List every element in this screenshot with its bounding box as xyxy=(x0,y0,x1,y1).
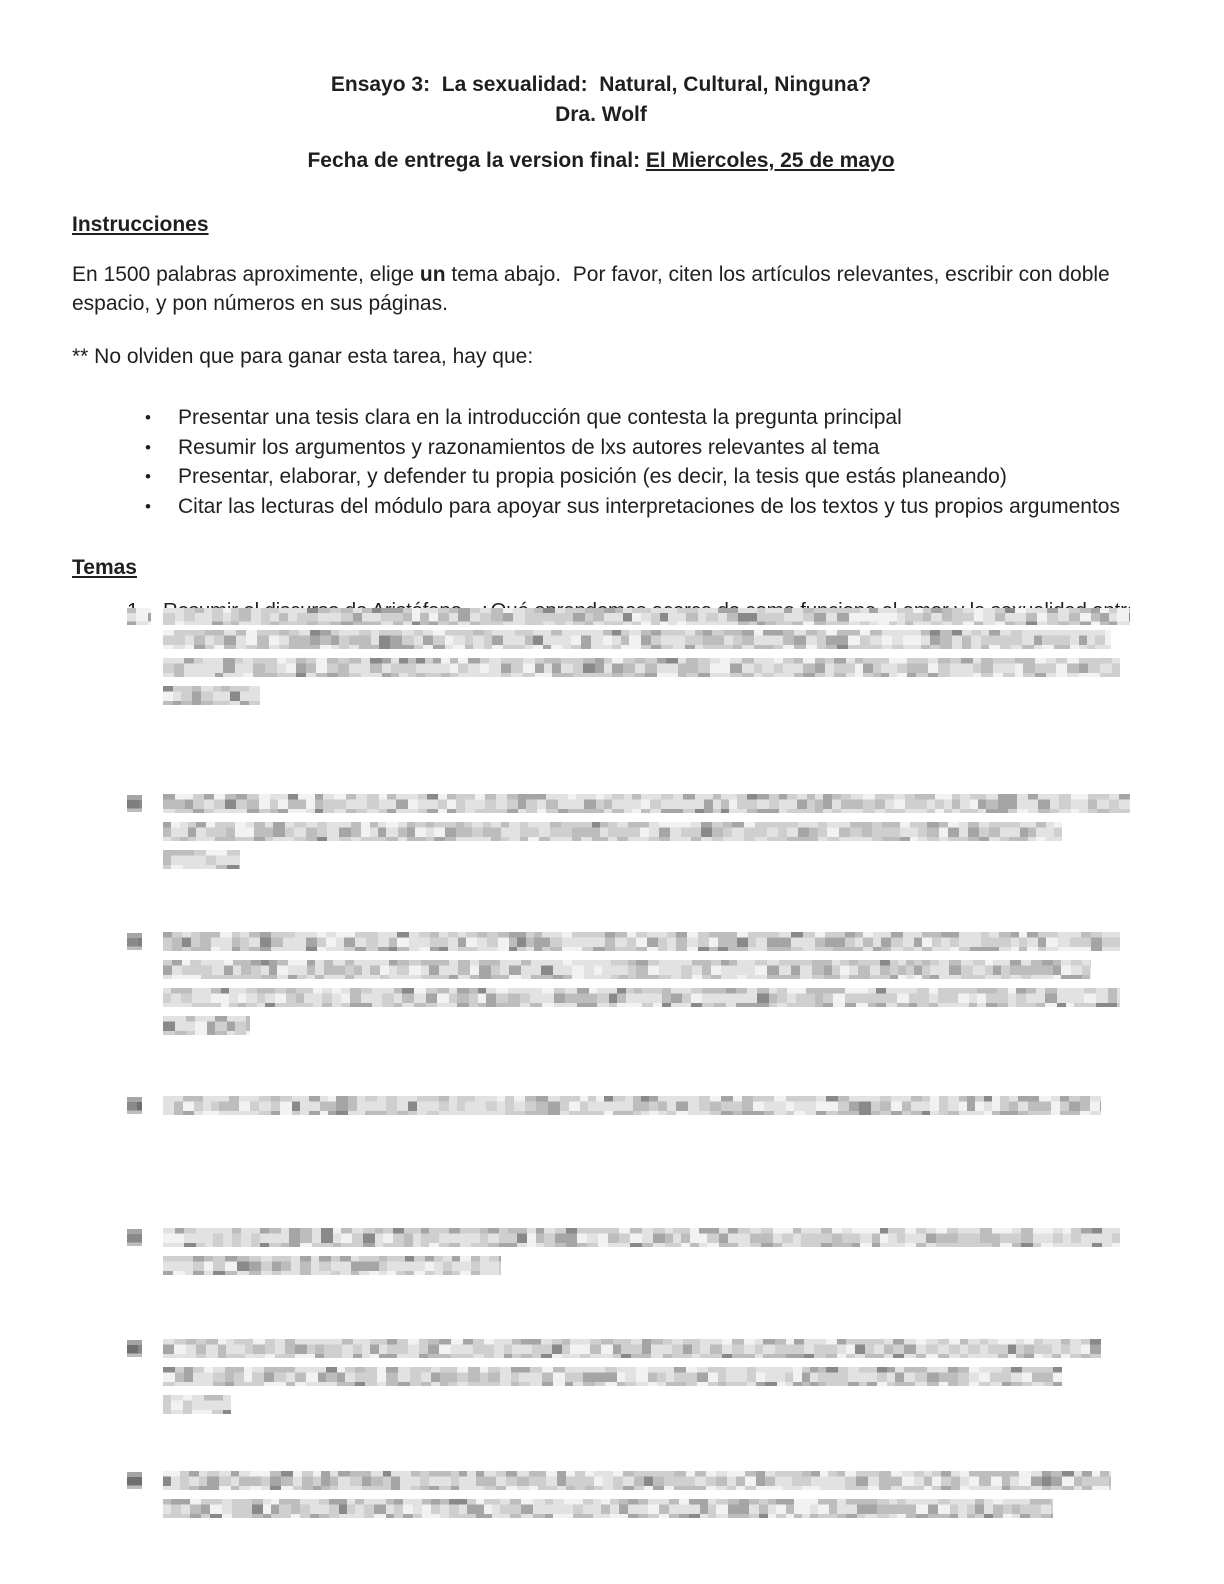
tema-number xyxy=(127,789,163,873)
note-line: ** No olviden que para ganar esta tarea, hay que: xyxy=(72,345,534,368)
instructions-paragraph xyxy=(72,260,1130,318)
redacted-line xyxy=(163,1494,1130,1522)
redacted-text-band xyxy=(163,686,260,705)
redacted-text-band xyxy=(163,960,1091,979)
redacted-text-band xyxy=(127,1472,142,1489)
tema-number xyxy=(127,1091,163,1119)
redacted-text-band xyxy=(163,794,1130,813)
redacted-text-band xyxy=(163,1339,1101,1358)
tema-lines xyxy=(163,1223,1130,1279)
redacted-line xyxy=(163,1362,1130,1390)
redacted-line xyxy=(163,817,1130,845)
redacted-line xyxy=(163,1390,1130,1418)
redacted-text-band xyxy=(163,630,1111,649)
tema-item xyxy=(127,1223,1130,1279)
redacted-line xyxy=(163,1223,1130,1251)
redacted-text-band xyxy=(163,1228,1120,1247)
bullet-item-text: Presentar una tesis clara en la introducción que contesta la pregunta principal xyxy=(178,406,902,429)
redacted-line xyxy=(163,681,1130,709)
section-heading-temas: Temas xyxy=(72,556,137,579)
redacted-line xyxy=(163,845,1130,873)
redacted-text-band xyxy=(163,1395,231,1414)
redacted-text-band xyxy=(163,1256,501,1275)
section-heading-instrucciones: Instrucciones xyxy=(72,213,209,236)
tema-item xyxy=(127,1091,1130,1119)
bullet-item xyxy=(145,403,1130,433)
tema-number xyxy=(127,597,163,709)
redacted-text-band xyxy=(163,988,1120,1007)
tema-lines xyxy=(163,1334,1130,1418)
redacted-text-band xyxy=(127,795,142,812)
bullet-dot-icon: • xyxy=(145,467,151,486)
redacted-text-band xyxy=(163,1499,1053,1518)
redacted-line xyxy=(163,927,1130,955)
redacted-line xyxy=(163,955,1130,983)
bullet-dot-icon: • xyxy=(145,408,151,427)
redacted-text-band xyxy=(127,933,142,950)
redacted-text-band xyxy=(163,1016,250,1035)
redacted-text-band xyxy=(163,658,1120,677)
due-date-value: El Miercoles, 25 de mayo xyxy=(645,149,895,172)
redacted-line xyxy=(163,1334,1130,1362)
redacted-text-band xyxy=(127,1229,142,1246)
tema-lines xyxy=(163,597,1130,709)
doc-title: Ensayo 3: La sexualidad: Natural, Cultural, Ninguna? xyxy=(330,73,872,96)
redacted-text-band xyxy=(163,822,1062,841)
tema-item xyxy=(127,927,1130,1039)
tema-lines xyxy=(163,1466,1130,1522)
redacted-line xyxy=(163,1251,1130,1279)
tema-item xyxy=(127,1334,1130,1418)
bullet-item xyxy=(145,433,1130,463)
tema-item xyxy=(127,789,1130,873)
tema-number xyxy=(127,927,163,1039)
requirements-list xyxy=(145,403,1130,521)
redacted-line xyxy=(163,1091,1130,1119)
redacted-text-band xyxy=(127,1097,142,1114)
redacted-text-band xyxy=(163,608,1130,625)
due-date-label: Fecha de entrega la version final: xyxy=(307,149,646,172)
redacted-text-band xyxy=(127,608,151,625)
doc-author: Dra. Wolf xyxy=(555,103,647,126)
redacted-line xyxy=(163,1011,1130,1039)
tema-lines xyxy=(163,927,1130,1039)
tema-number xyxy=(127,1334,163,1418)
paragraph-text-bold: un xyxy=(419,263,446,286)
tema-item xyxy=(127,597,1130,709)
redacted-line xyxy=(163,789,1130,817)
tema-item xyxy=(127,1466,1130,1522)
due-date-line xyxy=(72,146,1130,176)
tema-lines xyxy=(163,789,1130,873)
redacted-line xyxy=(163,1466,1130,1494)
legible-line xyxy=(163,597,1130,625)
bullet-item-text: Presentar, elaborar, y defender tu propia posición (es decir, la tesis que estás planeando) xyxy=(178,465,1007,488)
paragraph-text-after: tema abajo. Por favor, citen los artículos relevantes, escribir con doble espacio, y pon números en sus páginas. xyxy=(72,263,1116,315)
bullet-item-text: Citar las lecturas del módulo para apoyar sus interpretaciones de los textos y tus propios argumentos xyxy=(178,494,1120,518)
redacted-text-band xyxy=(127,1340,142,1357)
redacted-text-band xyxy=(163,850,240,869)
redacted-line xyxy=(163,625,1130,653)
bullet-item-text: Resumir los argumentos y razonamientos de lxs autores relevantes al tema xyxy=(178,435,880,459)
redacted-text-band xyxy=(163,932,1120,951)
bullet-dot-icon: • xyxy=(145,496,151,516)
bullet-item xyxy=(145,492,1130,522)
tema-number xyxy=(127,1223,163,1279)
redacted-text-band xyxy=(163,1096,1101,1115)
tema-number xyxy=(127,1466,163,1522)
redacted-line xyxy=(163,983,1130,1011)
bullet-dot-icon: • xyxy=(145,437,151,457)
bullet-item xyxy=(145,462,1130,492)
redacted-text-band xyxy=(163,1471,1111,1490)
redacted-line xyxy=(163,653,1130,681)
tema-lines xyxy=(163,1091,1130,1119)
temas-list xyxy=(127,597,1130,1522)
paragraph-text-before: En 1500 palabras aproximente, elige xyxy=(72,263,420,286)
redacted-text-band xyxy=(163,1367,1062,1386)
